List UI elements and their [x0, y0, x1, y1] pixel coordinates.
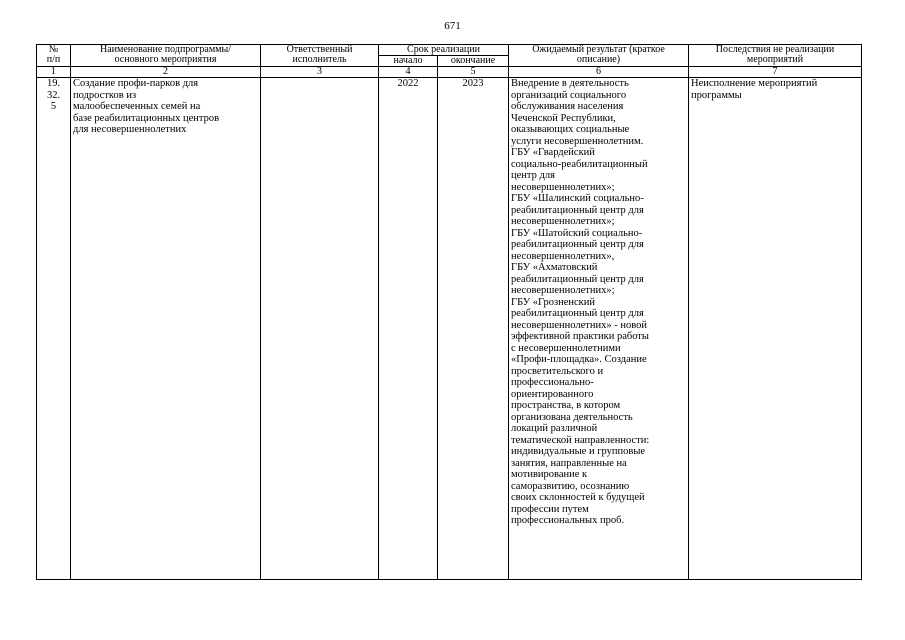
- column-number: 1: [37, 67, 71, 78]
- expected-result-line: профессии путем: [511, 503, 589, 515]
- expected-result-line: реабилитационный центр для: [511, 204, 644, 216]
- expected-result-line: несовершеннолетних»;: [511, 216, 615, 227]
- header-num: [37, 45, 71, 67]
- header-end: окончание: [438, 56, 509, 67]
- consequence-line: программы: [691, 89, 742, 101]
- header-start: начало: [379, 56, 438, 67]
- expected-result-line: локаций различной: [511, 423, 598, 434]
- measure-name-line: базе реабилитационных центров: [73, 112, 220, 124]
- expected-result-line: реабилитационный центр для: [511, 308, 644, 319]
- page-number: 671: [444, 20, 461, 32]
- expected-result-line: эффективной практики работы: [511, 331, 649, 342]
- header-result-line1: Ожидаемый результат (краткое: [532, 44, 665, 55]
- column-number: 2: [71, 67, 261, 78]
- expected-result-line: просветительского и: [511, 365, 604, 377]
- expected-result-line: ГБУ «Шалинский социально-: [511, 193, 644, 204]
- header-consequences-line1: Последствия не реализации: [715, 44, 835, 55]
- measure-name-line: для несовершеннолетних: [73, 124, 187, 135]
- header-responsible-line1: Ответственный: [286, 44, 353, 55]
- header-result-line2: описание): [576, 54, 621, 65]
- header-name: [71, 45, 261, 67]
- program-table: [36, 44, 862, 580]
- column-number: 6: [509, 67, 689, 78]
- end-year: 2023: [438, 78, 509, 580]
- expected-result-line: тематической направленности:: [511, 434, 650, 446]
- expected-result-line: оказывающих социальные: [511, 124, 630, 135]
- expected-result-line: пространства, в котором: [511, 400, 621, 411]
- header-num-line2: п/п: [46, 54, 61, 65]
- expected-result-line: ГБУ «Шатойский социально-: [511, 227, 643, 239]
- expected-result-line: несовершеннолетних»;: [511, 285, 615, 296]
- expected-result-line: несовершеннолетних» - новой: [511, 319, 647, 331]
- expected-result-line: ГБУ «Гвардейский: [511, 147, 595, 158]
- expected-result-line: организаций социального: [511, 89, 627, 101]
- expected-result-line: реабилитационный центр для: [511, 273, 644, 285]
- expected-result-line: мотивирование к: [511, 469, 588, 480]
- row-number-line: 32.: [46, 89, 61, 101]
- expected-result-line: своих склонностей к будущей: [511, 492, 645, 503]
- expected-result-line: с несовершеннолетними: [511, 342, 621, 354]
- expected-result-line: центр для: [511, 170, 555, 181]
- expected-result-line: индивидуальные и групповые: [511, 446, 646, 457]
- expected-result-line: социально-реабилитационный: [511, 158, 648, 170]
- expected-result-line: несовершеннолетних»;: [511, 181, 615, 193]
- expected-result-line: услуги несовершеннолетним.: [511, 135, 644, 147]
- header-name-line2: основного мероприятия: [114, 54, 217, 65]
- expected-result-line: саморазвитию, осознанию: [511, 480, 630, 492]
- expected-result-line: профессиональных проб.: [511, 515, 625, 526]
- expected-result-line: ориентированного: [511, 388, 594, 400]
- responsible-executor: [261, 78, 379, 580]
- row-number-line: 5: [50, 101, 57, 112]
- consequence-line: Неисполнение мероприятий: [691, 78, 818, 89]
- expected-result-line: обслуживания населения: [511, 101, 624, 112]
- column-number: 4: [379, 67, 438, 78]
- expected-result-line: несовершеннолетних»,: [511, 250, 615, 262]
- expected-result-line: реабилитационный центр для: [511, 239, 644, 250]
- expected-result-line: ГБУ «Грозненский: [511, 296, 595, 308]
- header-result: [509, 45, 689, 67]
- expected-result-line: Внедрение в деятельность: [511, 78, 629, 89]
- expected-result-line: профессионально-: [511, 377, 594, 388]
- column-number: 5: [438, 67, 509, 78]
- column-number-row: [37, 67, 862, 78]
- header-consequences-line2: мероприятий: [746, 54, 804, 65]
- expected-result-line: Чеченской Республики,: [511, 112, 616, 124]
- expected-result-line: ГБУ «Ахматовский: [511, 262, 598, 273]
- table-row: [37, 78, 862, 580]
- non-implementation-consequences: [689, 78, 862, 580]
- header-name-line1: Наименование подпрограммы/: [100, 44, 231, 55]
- header-responsible: [261, 45, 379, 67]
- expected-result-line: организована деятельность: [511, 411, 633, 423]
- header-responsible-line2: исполнитель: [292, 54, 347, 65]
- header-consequences: [689, 45, 862, 67]
- header-row-1: [37, 45, 862, 56]
- row-number-line: 19.: [46, 78, 61, 89]
- start-year: 2022: [379, 78, 438, 580]
- measure-name-line: подростков из: [73, 89, 137, 101]
- expected-result-line: занятия, направленные на: [511, 457, 627, 469]
- column-number: 3: [261, 67, 379, 78]
- measure-name-line: малообеспеченных семей на: [73, 101, 201, 112]
- expected-result-line: «Профи-площадка». Создание: [511, 354, 647, 365]
- header-period: Срок реализации: [379, 45, 509, 56]
- row-number: [37, 78, 71, 580]
- column-number: 7: [689, 67, 862, 78]
- measure-name-line: Создание профи-парков для: [73, 78, 199, 89]
- measure-name: [71, 78, 261, 580]
- header-num-line1: №: [48, 44, 59, 55]
- expected-result: [509, 78, 689, 580]
